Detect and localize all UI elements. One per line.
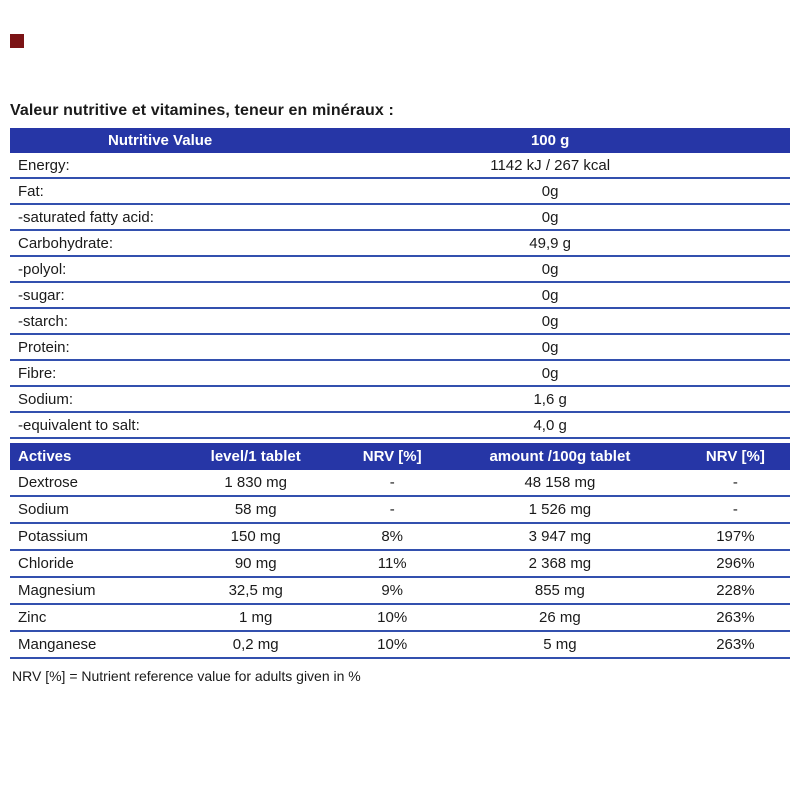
header-actives: Actives (18, 448, 72, 465)
header-level-per-tablet: level/1 tablet (210, 448, 301, 465)
nutrient-label: -equivalent to salt: (18, 416, 140, 434)
nutrient-label: Protein: (18, 338, 70, 356)
nrv-footnote: NRV [%] = Nutrient reference value for adults given in % (12, 668, 361, 684)
active-level: 90 mg (234, 555, 277, 572)
table-row (10, 605, 790, 632)
nutritive-value-table (10, 128, 790, 439)
table-row (10, 413, 790, 439)
red-square-marker (10, 34, 24, 48)
actives-table (10, 443, 790, 659)
table-row (10, 470, 790, 497)
active-amount: 3 947 mg (528, 528, 592, 545)
nutrient-value: 1,6 g (533, 390, 567, 408)
table-row (10, 497, 790, 524)
active-name: Manganese (18, 636, 97, 653)
nutrient-value: 0g (541, 364, 559, 382)
active-nrv-tablet: - (389, 474, 395, 491)
active-name: Dextrose (18, 474, 79, 491)
header-nutritive-value: Nutritive Value (108, 132, 213, 149)
header-100g: 100 g (530, 132, 570, 149)
nutrient-label: Fat: (18, 182, 44, 200)
active-nrv-tablet: 8% (381, 528, 404, 545)
header-nrv-100g: NRV [%] (705, 448, 765, 465)
active-level: 32,5 mg (228, 582, 283, 599)
header-nrv-tablet: NRV [%] (362, 448, 422, 465)
active-level: 0,2 mg (232, 636, 279, 653)
table-row (10, 205, 790, 231)
active-name: Magnesium (18, 582, 96, 599)
active-amount: 5 mg (543, 636, 577, 653)
table-row (10, 578, 790, 605)
active-name: Chloride (18, 555, 74, 572)
nutrient-label: -saturated fatty acid: (18, 208, 154, 226)
nutrient-label: Energy: (18, 156, 70, 174)
table-row (10, 283, 790, 309)
active-amount: 48 158 mg (524, 474, 596, 491)
active-nrv-tablet: 10% (377, 636, 408, 653)
active-level: 58 mg (234, 501, 277, 518)
active-nrv-100g: 263% (716, 609, 755, 626)
active-nrv-tablet: 9% (381, 582, 404, 599)
nutrient-value: 0g (541, 260, 559, 278)
active-nrv-tablet: - (389, 501, 395, 518)
table-row (10, 551, 790, 578)
active-level: 1 mg (239, 609, 273, 626)
active-amount: 855 mg (534, 582, 585, 599)
active-nrv-tablet: 10% (377, 609, 408, 626)
nutrient-value: 1142 kJ / 267 kcal (490, 156, 611, 174)
active-level: 1 830 mg (224, 474, 287, 491)
nutrient-value: 49,9 g (529, 234, 571, 252)
table-row (10, 257, 790, 283)
table-row (10, 231, 790, 257)
table-row (10, 387, 790, 413)
nutrient-value: 0g (541, 208, 559, 226)
table-row (10, 153, 790, 179)
table-row (10, 524, 790, 551)
active-name: Potassium (18, 528, 89, 545)
nutrient-label: -starch: (18, 312, 69, 330)
actives-header-row (10, 443, 790, 470)
active-name: Zinc (18, 609, 47, 626)
nutrient-value: 4,0 g (533, 416, 567, 434)
nutrient-value: 0g (541, 312, 559, 330)
page-title: Valeur nutritive et vitamines, teneur en minéraux : (10, 102, 394, 119)
label-content (10, 101, 790, 684)
table-row (10, 179, 790, 205)
active-level: 150 mg (230, 528, 281, 545)
nutritive-value-header-row (10, 128, 790, 153)
active-amount: 26 mg (539, 609, 581, 626)
table-row (10, 335, 790, 361)
active-nrv-100g: 197% (716, 528, 755, 545)
active-nrv-100g: 228% (716, 582, 755, 599)
nutrient-label: Fibre: (18, 364, 57, 382)
active-amount: 2 368 mg (528, 555, 592, 572)
active-name: Sodium (18, 501, 69, 518)
nutrient-label: Sodium: (18, 390, 74, 408)
nutrient-label: Carbohydrate: (18, 234, 114, 252)
table-row (10, 632, 790, 659)
table-row (10, 309, 790, 335)
nutrient-label: -sugar: (18, 286, 65, 304)
active-nrv-tablet: 11% (377, 555, 407, 572)
nutrient-label: -polyol: (18, 260, 67, 278)
active-nrv-100g: - (732, 474, 738, 491)
header-amount-per-100g: amount /100g tablet (489, 448, 631, 465)
active-amount: 1 526 mg (528, 501, 592, 518)
active-nrv-100g: 296% (716, 555, 755, 572)
active-nrv-100g: - (732, 501, 738, 518)
nutrient-value: 0g (541, 338, 559, 356)
active-nrv-100g: 263% (716, 636, 755, 653)
nutrient-value: 0g (541, 182, 559, 200)
nutrient-value: 0g (541, 286, 559, 304)
table-row (10, 361, 790, 387)
